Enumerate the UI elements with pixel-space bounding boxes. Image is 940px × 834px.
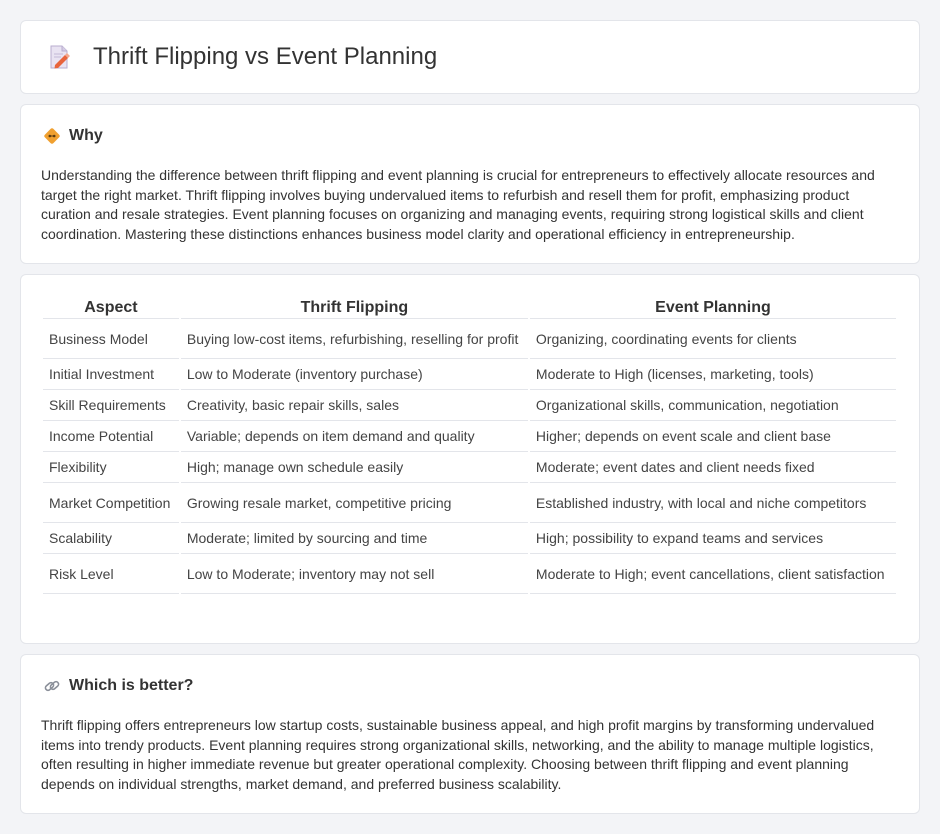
better-heading [43, 677, 193, 695]
cell-aspect: Market Competition [43, 483, 179, 523]
table-row [43, 452, 896, 483]
table-row [43, 554, 896, 594]
document-pencil-icon [45, 43, 73, 71]
why-text: Understanding the difference between thrift flipping and event planning is crucial for entrepreneurs to effectively allocate resources and target the right market. Thrift flipping involves buying undervalued items to refurbish and resell them for profit, emphasizing product curation and resale strategies. Event planning focuses on organizing and managing events, requiring strong logistical skills and client coordination. Mastering these distinctions enhances business model clarity and operational efficiency in entrepreneurship. [41, 167, 875, 242]
cell-event: High; possibility to expand teams and services [530, 523, 896, 554]
comparison-table [41, 295, 898, 594]
cell-aspect: Flexibility [43, 452, 179, 483]
header-event-planning: Event Planning [530, 295, 896, 319]
table-row [43, 390, 896, 421]
header-thrift-flipping: Thrift Flipping [181, 295, 528, 319]
cell-thrift: Moderate; limited by sourcing and time [181, 523, 528, 554]
link-icon [43, 677, 61, 695]
cell-event: Established industry, with local and niche competitors [530, 483, 896, 523]
cell-aspect: Skill Requirements [43, 390, 179, 421]
cell-thrift: Growing resale market, competitive pricing [181, 483, 528, 523]
cell-aspect: Income Potential [43, 421, 179, 452]
cell-thrift: High; manage own schedule easily [181, 452, 528, 483]
diamond-warning-icon [43, 127, 61, 145]
header-card [20, 20, 920, 94]
page-title: Thrift Flipping vs Event Planning [93, 43, 438, 70]
cell-aspect: Business Model [43, 319, 179, 359]
which-is-better-card [20, 654, 920, 814]
cell-thrift: Low to Moderate (inventory purchase) [181, 359, 528, 390]
better-title: Which is better? [69, 677, 194, 694]
table-row [43, 319, 896, 359]
cell-thrift: Creativity, basic repair skills, sales [181, 390, 528, 421]
why-card [20, 104, 920, 264]
cell-event: Organizing, coordinating events for clients [530, 319, 896, 359]
cell-event: Moderate to High (licenses, marketing, tools) [530, 359, 896, 390]
table-row [43, 483, 896, 523]
cell-event: Higher; depends on event scale and client base [530, 421, 896, 452]
table-row [43, 421, 896, 452]
table-row [43, 359, 896, 390]
cell-aspect: Initial Investment [43, 359, 179, 390]
why-title: Why [69, 127, 103, 144]
title-row [45, 43, 437, 71]
cell-thrift: Low to Moderate; inventory may not sell [181, 554, 528, 594]
table-row [43, 523, 896, 554]
table-header-row [43, 295, 896, 319]
why-heading [43, 127, 103, 145]
cell-event: Organizational skills, communication, negotiation [530, 390, 896, 421]
comparison-card [20, 274, 920, 644]
cell-thrift: Variable; depends on item demand and quality [181, 421, 528, 452]
cell-event: Moderate; event dates and client needs fixed [530, 452, 896, 483]
cell-aspect: Risk Level [43, 554, 179, 594]
header-aspect: Aspect [43, 295, 179, 319]
better-text: Thrift flipping offers entrepreneurs low startup costs, sustainable business appeal, and high profit margins by transforming undervalued items into trendy products. Event planning requires strong organizational skills, networking, and the ability to manage multiple logistics, often resulting in higher immediate revenue but greater operational complexity. Choosing between thrift flipping and event planning depends on individual strengths, market demand, and preferred business scalability. [41, 717, 875, 792]
cell-thrift: Buying low-cost items, refurbishing, reselling for profit [181, 319, 528, 359]
cell-event: Moderate to High; event cancellations, client satisfaction [530, 554, 896, 594]
cell-aspect: Scalability [43, 523, 179, 554]
